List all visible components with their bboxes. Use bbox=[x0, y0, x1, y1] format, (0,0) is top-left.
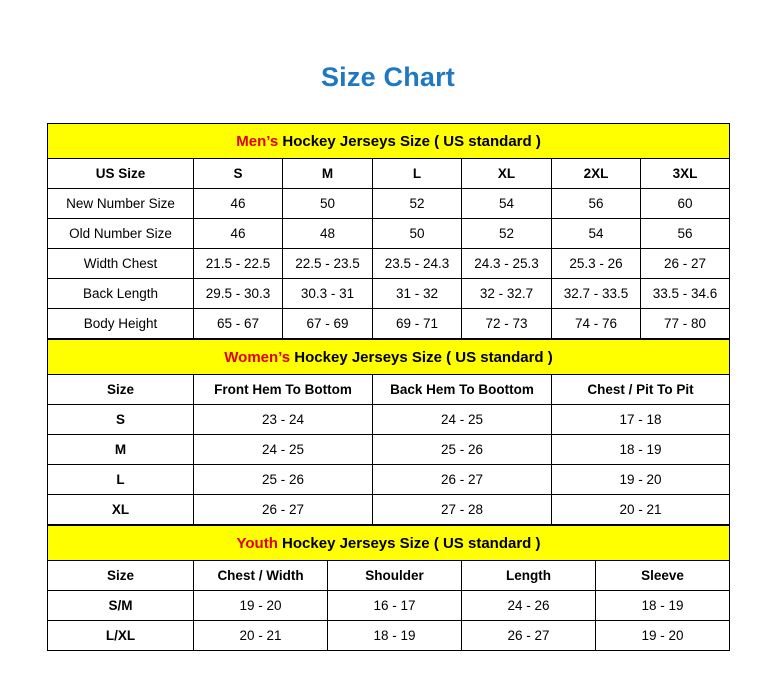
mens-row-3-cell-6: 33.5 - 34.6 bbox=[641, 279, 730, 309]
mens-band-rest: Hockey Jerseys Size ( US standard ) bbox=[278, 132, 541, 150]
mens-row-1-label: Old Number Size bbox=[48, 219, 194, 249]
womens-row-3-cell-1: 26 - 27 bbox=[194, 495, 373, 525]
womens-row-0-label: S bbox=[48, 405, 194, 435]
mens-row-3-cell-2: 30.3 - 31 bbox=[283, 279, 373, 309]
youth-header-cell-1: Chest / Width bbox=[194, 561, 328, 591]
youth-row-1-label: L/XL bbox=[48, 621, 194, 651]
mens-row-3-cell-1: 29.5 - 30.3 bbox=[194, 279, 283, 309]
mens-row-1-cell-2: 48 bbox=[283, 219, 373, 249]
mens-row-2-cell-3: 23.5 - 24.3 bbox=[373, 249, 462, 279]
mens-row-2-label: Width Chest bbox=[48, 249, 194, 279]
table-row bbox=[48, 591, 730, 621]
womens-row-3-cell-2: 27 - 28 bbox=[373, 495, 552, 525]
youth-header-cell-3: Length bbox=[462, 561, 596, 591]
mens-row-3-cell-5: 32.7 - 33.5 bbox=[552, 279, 641, 309]
mens-header-cell-4: XL bbox=[462, 159, 552, 189]
womens-size-table bbox=[47, 339, 730, 525]
womens-header-cell-1: Front Hem To Bottom bbox=[194, 375, 373, 405]
mens-row-4-cell-4: 72 - 73 bbox=[462, 309, 552, 339]
womens-row-2-label: L bbox=[48, 465, 194, 495]
table-row bbox=[48, 621, 730, 651]
mens-row-1-cell-1: 46 bbox=[194, 219, 283, 249]
mens-row-0-cell-6: 60 bbox=[641, 189, 730, 219]
table-row bbox=[48, 435, 730, 465]
womens-row-1-cell-1: 24 - 25 bbox=[194, 435, 373, 465]
youth-row-0-cell-3: 24 - 26 bbox=[462, 591, 596, 621]
youth-band-cell bbox=[48, 526, 730, 561]
mens-row-1-cell-4: 52 bbox=[462, 219, 552, 249]
womens-row-3-label: XL bbox=[48, 495, 194, 525]
mens-row-2-cell-5: 25.3 - 26 bbox=[552, 249, 641, 279]
womens-row-0-cell-2: 24 - 25 bbox=[373, 405, 552, 435]
womens-header-row bbox=[48, 375, 730, 405]
mens-band-row bbox=[48, 124, 730, 159]
mens-row-1-cell-5: 54 bbox=[552, 219, 641, 249]
womens-row-1-cell-2: 25 - 26 bbox=[373, 435, 552, 465]
mens-header-cell-0: US Size bbox=[48, 159, 194, 189]
mens-row-2-cell-4: 24.3 - 25.3 bbox=[462, 249, 552, 279]
table-row bbox=[48, 465, 730, 495]
table-row bbox=[48, 189, 730, 219]
youth-header-row bbox=[48, 561, 730, 591]
womens-band-accent: Women’s bbox=[224, 348, 291, 366]
table-row bbox=[48, 219, 730, 249]
womens-row-1-label: M bbox=[48, 435, 194, 465]
youth-header-cell-0: Size bbox=[48, 561, 194, 591]
womens-band-cell bbox=[48, 340, 730, 375]
table-row bbox=[48, 405, 730, 435]
mens-row-3-cell-4: 32 - 32.7 bbox=[462, 279, 552, 309]
mens-header-row bbox=[48, 159, 730, 189]
mens-row-0-label: New Number Size bbox=[48, 189, 194, 219]
youth-row-0-cell-4: 18 - 19 bbox=[596, 591, 730, 621]
size-tables bbox=[47, 123, 729, 651]
mens-header-cell-3: L bbox=[373, 159, 462, 189]
mens-band-cell bbox=[48, 124, 730, 159]
youth-row-0-cell-1: 19 - 20 bbox=[194, 591, 328, 621]
youth-row-1-cell-2: 18 - 19 bbox=[328, 621, 462, 651]
mens-header-cell-6: 3XL bbox=[641, 159, 730, 189]
youth-row-1-cell-1: 20 - 21 bbox=[194, 621, 328, 651]
womens-header-cell-2: Back Hem To Boottom bbox=[373, 375, 552, 405]
page-title: Size Chart bbox=[320, 62, 456, 92]
mens-row-4-cell-3: 69 - 71 bbox=[373, 309, 462, 339]
mens-row-4-cell-5: 74 - 76 bbox=[552, 309, 641, 339]
mens-row-0-cell-5: 56 bbox=[552, 189, 641, 219]
mens-header-cell-2: M bbox=[283, 159, 373, 189]
mens-row-4-cell-2: 67 - 69 bbox=[283, 309, 373, 339]
womens-header-cell-0: Size bbox=[48, 375, 194, 405]
mens-row-1-cell-3: 50 bbox=[373, 219, 462, 249]
womens-row-0-cell-1: 23 - 24 bbox=[194, 405, 373, 435]
table-row bbox=[48, 249, 730, 279]
mens-row-3-cell-3: 31 - 32 bbox=[373, 279, 462, 309]
youth-row-1-cell-4: 19 - 20 bbox=[596, 621, 730, 651]
womens-row-2-cell-1: 25 - 26 bbox=[194, 465, 373, 495]
mens-row-2-cell-1: 21.5 - 22.5 bbox=[194, 249, 283, 279]
youth-header-cell-2: Shoulder bbox=[328, 561, 462, 591]
mens-row-0-cell-4: 54 bbox=[462, 189, 552, 219]
youth-size-table bbox=[47, 525, 730, 651]
youth-row-1-cell-3: 26 - 27 bbox=[462, 621, 596, 651]
youth-band-row bbox=[48, 526, 730, 561]
mens-row-0-cell-1: 46 bbox=[194, 189, 283, 219]
mens-header-cell-5: 2XL bbox=[552, 159, 641, 189]
mens-row-4-cell-6: 77 - 80 bbox=[641, 309, 730, 339]
mens-row-3-label: Back Length bbox=[48, 279, 194, 309]
womens-row-0-cell-3: 17 - 18 bbox=[552, 405, 730, 435]
table-row bbox=[48, 495, 730, 525]
youth-header-cell-4: Sleeve bbox=[596, 561, 730, 591]
youth-row-0-label: S/M bbox=[48, 591, 194, 621]
womens-row-2-cell-2: 26 - 27 bbox=[373, 465, 552, 495]
youth-band-rest: Hockey Jerseys Size ( US standard ) bbox=[277, 534, 541, 552]
mens-row-2-cell-6: 26 - 27 bbox=[641, 249, 730, 279]
mens-row-1-cell-6: 56 bbox=[641, 219, 730, 249]
youth-row-0-cell-2: 16 - 17 bbox=[328, 591, 462, 621]
table-row bbox=[48, 309, 730, 339]
mens-row-4-label: Body Height bbox=[48, 309, 194, 339]
womens-band-row bbox=[48, 340, 730, 375]
mens-row-0-cell-2: 50 bbox=[283, 189, 373, 219]
mens-row-0-cell-3: 52 bbox=[373, 189, 462, 219]
mens-size-table bbox=[47, 123, 730, 339]
womens-row-1-cell-3: 18 - 19 bbox=[552, 435, 730, 465]
mens-row-2-cell-2: 22.5 - 23.5 bbox=[283, 249, 373, 279]
womens-row-3-cell-3: 20 - 21 bbox=[552, 495, 730, 525]
womens-header-cell-3: Chest / Pit To Pit bbox=[552, 375, 730, 405]
youth-band-accent: Youth bbox=[236, 534, 278, 552]
womens-row-2-cell-3: 19 - 20 bbox=[552, 465, 730, 495]
mens-band-accent: Men’s bbox=[236, 132, 279, 150]
mens-header-cell-1: S bbox=[194, 159, 283, 189]
table-row bbox=[48, 279, 730, 309]
womens-band-rest: Hockey Jerseys Size ( US standard ) bbox=[290, 348, 553, 366]
mens-row-4-cell-1: 65 - 67 bbox=[194, 309, 283, 339]
